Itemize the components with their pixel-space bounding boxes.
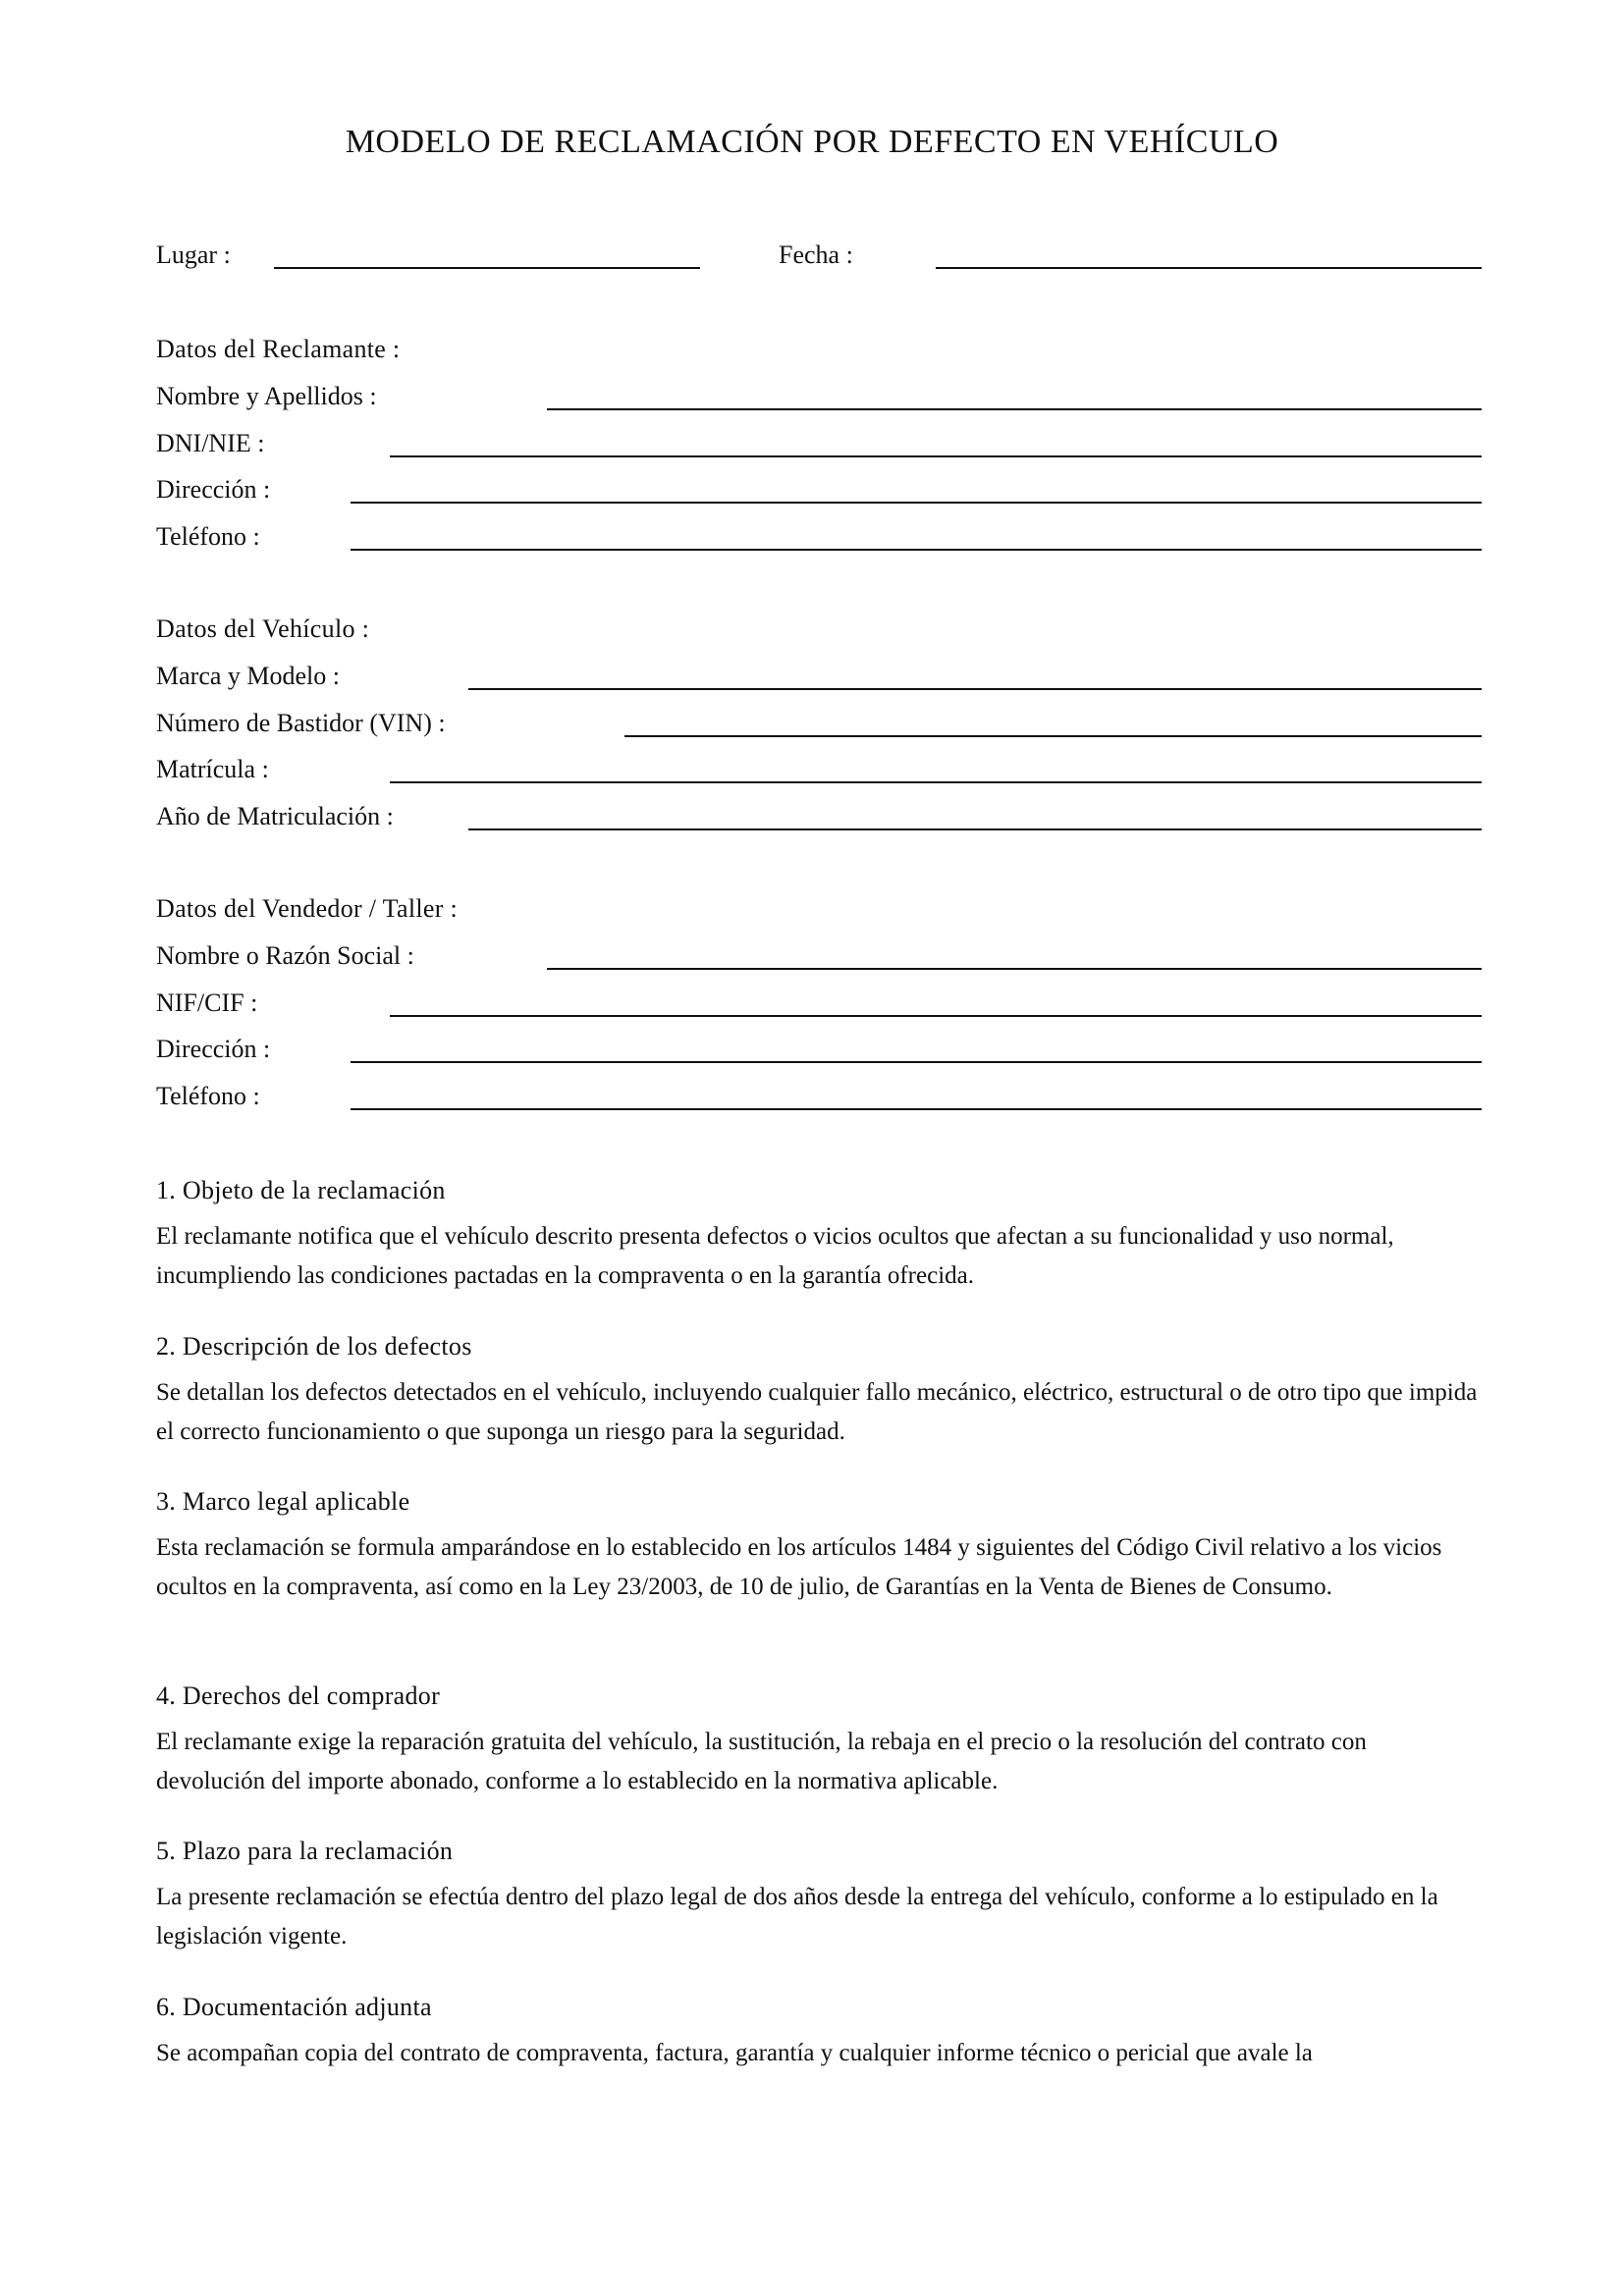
section-4-body: El reclamante exige la reparación gratuita del vehículo, la sustitución, la rebaja en el precio o la resolución del contrato con devolución del importe abonado, conforme a lo establecido en la normativa aplicable. [156,1729,1367,1794]
vendedor-nif-row [156,984,1482,1023]
vehiculo-marca-label: Marca y Modelo : [156,662,341,690]
reclamante-dni-row [156,424,1482,463]
lugar-field[interactable] [274,267,700,269]
vehiculo-anio-row [156,797,1482,836]
vendedor-nif-label: NIF/CIF : [156,988,258,1017]
section-6-body: Se acompañan copia del contrato de compraventa, factura, garantía y cualquier informe técnico o pericial que avale la [156,2040,1313,2066]
reclamante-dni-field[interactable] [390,455,1482,457]
reclamante-telefono-field[interactable] [351,549,1482,551]
reclamante-nombre-row [156,377,1482,416]
reclamante-nombre-field[interactable] [547,408,1482,410]
section-1-body: El reclamante notifica que el vehículo descrito presenta defectos o vicios ocultos que afectan a su funcionalidad y uso normal, incumpliendo las condiciones pactadas en la compraventa o en la garantía ofrecida. [156,1223,1394,1289]
lugar-fecha-row [156,236,1482,275]
section-1-heading: 1. Objeto de la reclamación [156,1176,446,1204]
vendedor-nombre-field[interactable] [547,968,1482,970]
fecha-field[interactable] [936,267,1482,269]
lugar-label: Lugar : [156,240,231,269]
vehiculo-vin-field[interactable] [624,735,1482,737]
section-5-body: La presente reclamación se efectúa dentro del plazo legal de dos años desde la entrega del vehículo, conforme a lo estipulado en la legislación vigente. [156,1884,1438,1949]
reclamante-nombre-label: Nombre y Apellidos : [156,382,377,410]
vehiculo-anio-label: Año de Matriculación : [156,802,394,830]
vehiculo-matricula-label: Matrícula : [156,755,269,783]
vendedor-direccion-row [156,1030,1482,1069]
section-5-heading: 5. Plazo para la reclamación [156,1837,454,1865]
section-3-heading: 3. Marco legal aplicable [156,1487,410,1516]
section-6-heading: 6. Documentación adjunta [156,1993,432,2021]
reclamante-dni-label: DNI/NIE : [156,429,265,457]
reclamante-telefono-row [156,517,1482,557]
vendedor-nif-field[interactable] [390,1015,1482,1017]
vehiculo-matricula-row [156,750,1482,789]
vehiculo-vin-label: Número de Bastidor (VIN) : [156,709,446,737]
vehiculo-vin-row [156,704,1482,743]
reclamante-direccion-row [156,470,1482,509]
section-2-heading: 2. Descripción de los defectos [156,1332,472,1361]
vendedor-telefono-label: Teléfono : [156,1082,260,1110]
reclamante-telefono-label: Teléfono : [156,522,260,551]
vehiculo-marca-row [156,657,1482,696]
reclamante-direccion-label: Dirección : [156,475,271,504]
document-title: MODELO DE RECLAMACIÓN POR DEFECTO EN VEHÍCULO [345,124,1279,160]
fecha-label: Fecha : [779,240,853,269]
vendedor-heading: Datos del Vendedor / Taller : [156,894,459,923]
vendedor-nombre-label: Nombre o Razón Social : [156,941,414,970]
reclamante-heading: Datos del Reclamante : [156,335,401,363]
vehiculo-marca-field[interactable] [468,688,1482,690]
vehiculo-matricula-field[interactable] [390,781,1482,783]
vendedor-direccion-label: Dirección : [156,1035,271,1063]
vehiculo-anio-field[interactable] [468,828,1482,830]
section-2-body: Se detallan los defectos detectados en el vehículo, incluyendo cualquier fallo mecánico, eléctrico, estructural o de otro tipo que impida el correcto funcionamiento o que suponga un riesgo para la seguridad. [156,1379,1478,1445]
vendedor-direccion-field[interactable] [351,1061,1482,1063]
vendedor-telefono-row [156,1077,1482,1116]
vendedor-nombre-row [156,936,1482,976]
vendedor-telefono-field[interactable] [351,1108,1482,1110]
section-3-body: Esta reclamación se formula amparándose en lo establecido en los artículos 1484 y siguientes del Código Civil relativo a los vicios ocultos en la compraventa, así como en la Ley 23/2003, de 10 de julio, de Garantías en la Venta de Bienes de Consumo. [156,1534,1442,1600]
section-4-heading: 4. Derechos del comprador [156,1682,441,1710]
reclamante-direccion-field[interactable] [351,502,1482,504]
vehiculo-heading: Datos del Vehículo : [156,614,370,643]
